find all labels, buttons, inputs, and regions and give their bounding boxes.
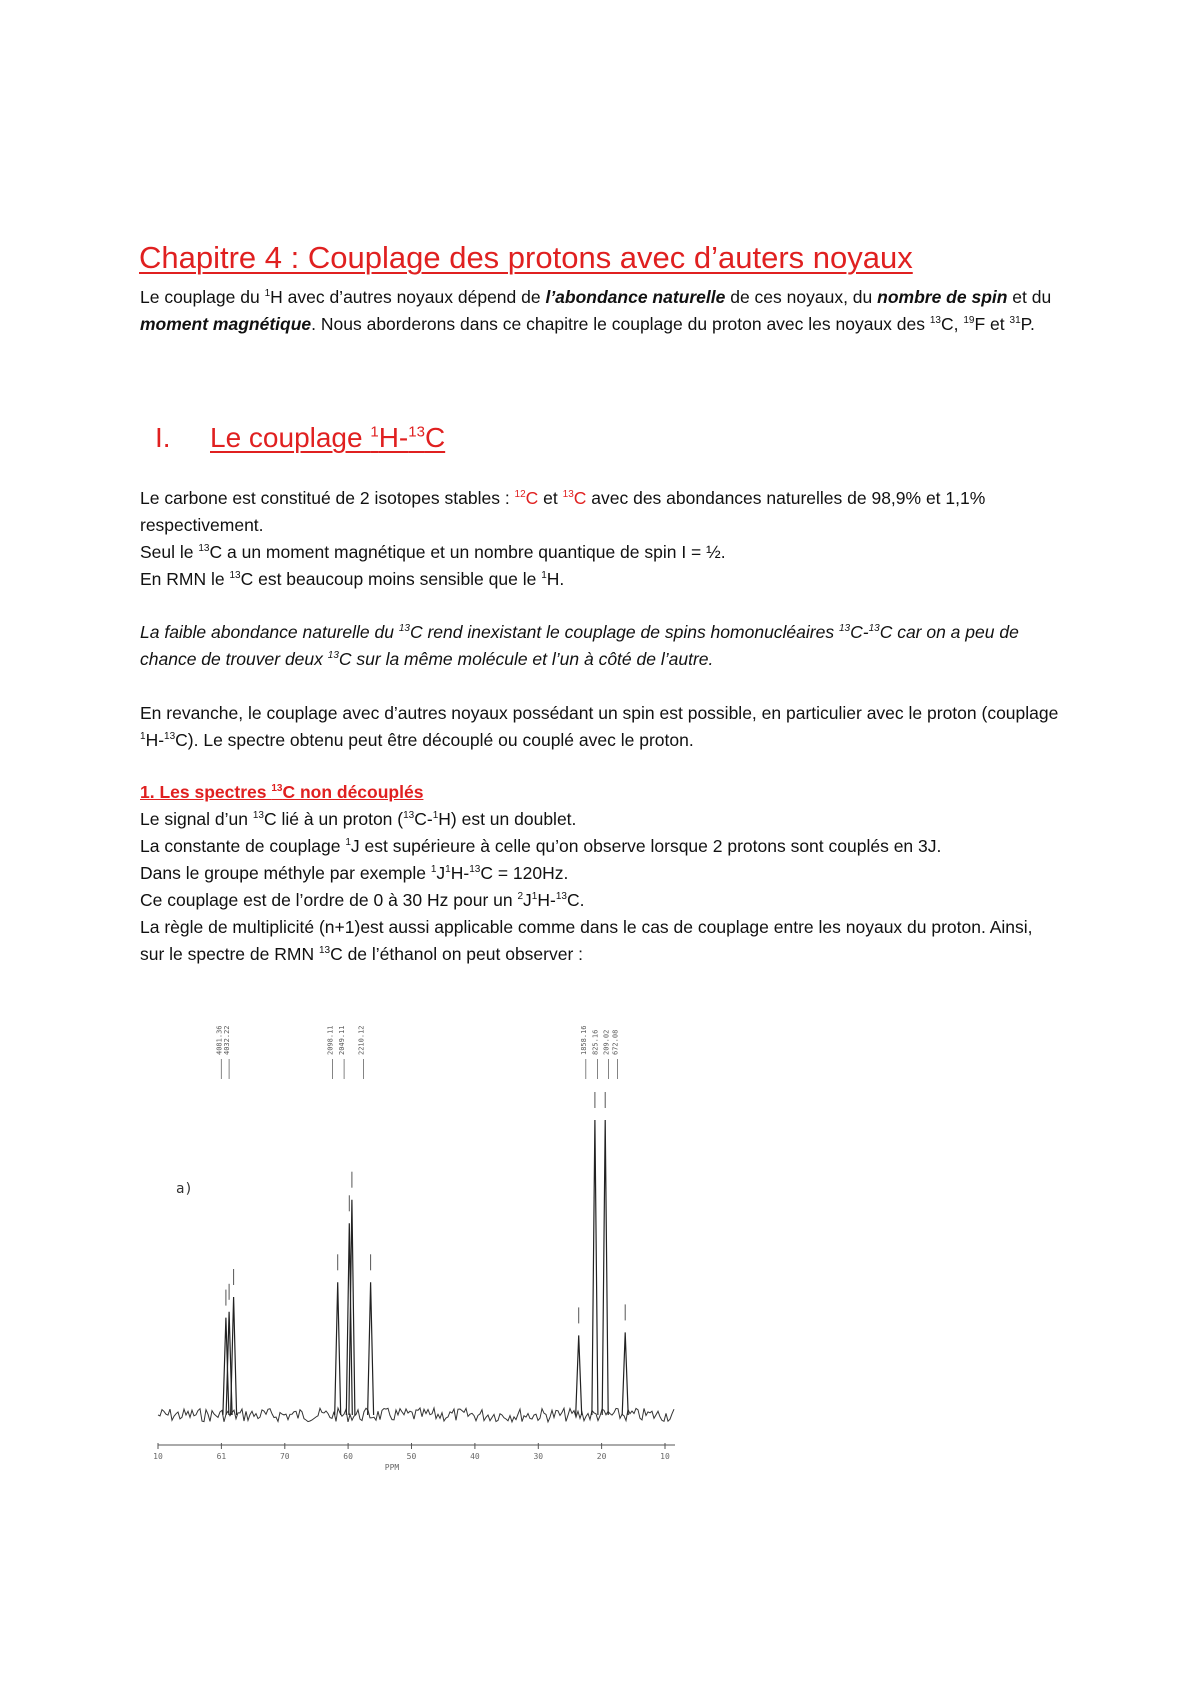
x-tick-label: 50 bbox=[406, 1452, 417, 1461]
isotopes-paragraph: Le carbone est constitué de 2 isotopes stables : $^{12}$C et $^{13}$C avec des abondances naturelles de 98,9% et 1,1% respectivement. bbox=[140, 488, 986, 535]
x-tick-label: 10 bbox=[153, 1452, 163, 1461]
coupling-paragraph: En revanche, le couplage avec d’autres noyaux possédant un spin est possible, en particulier avec le proton (couplage $^1$H-$^{13}$C). Le spectre obtenu peut être découplé ou couplé avec le proton. bbox=[140, 703, 1059, 750]
x-tick-label: 70 bbox=[279, 1452, 290, 1461]
peak-frequency-label: 209.02 bbox=[602, 1029, 611, 1055]
spectrum-peak bbox=[602, 1120, 608, 1415]
spectrum-peak bbox=[231, 1297, 237, 1415]
coupling-constant-line: La constante de couplage $^1$J est supérieure à celle qu’on observe lorsque 2 protons sont couplés en 3J. bbox=[140, 836, 942, 856]
spectrum-baseline bbox=[158, 1408, 674, 1422]
doublet-line: Le signal d’un $^{13}$C lié à un proton ($^{13}$C-$^1$H) est un doublet. bbox=[140, 809, 577, 829]
multiplicity-paragraph: La règle de multiplicité (n+1)est aussi applicable comme dans le cas de couplage entre les noyaux du proton. Ainsi, sur le spectre de RMN $^{13}$C de l’éthanol on peut observer : bbox=[140, 917, 1033, 964]
panel-label: a) bbox=[176, 1181, 193, 1197]
x-tick-label: 40 bbox=[470, 1452, 480, 1461]
chapter-title: Chapitre 4 : Couplage des protons avec d’auters noyaux bbox=[139, 240, 913, 275]
peak-frequency-label: 825.16 bbox=[591, 1029, 600, 1055]
spectrum-peak bbox=[622, 1332, 628, 1415]
x-tick-label: 60 bbox=[343, 1452, 353, 1461]
spectrum-peak bbox=[576, 1335, 582, 1415]
range-line: Ce couplage est de l’ordre de 0 à 30 Hz pour un $^2J^1H-^{13}C$. bbox=[140, 890, 585, 910]
x-tick-label: 20 bbox=[596, 1452, 607, 1461]
peak-frequency-label: 2210.12 bbox=[357, 1025, 366, 1055]
spectrum-peak bbox=[335, 1282, 341, 1415]
x-tick-label: 61 bbox=[216, 1452, 227, 1461]
subsection-heading-1: 1. Les spectres $^{13}$C non découplés bbox=[140, 782, 424, 802]
nmr-spectrum-chart bbox=[140, 985, 680, 1475]
x-axis-label: PPM bbox=[384, 1463, 400, 1472]
spectrum-peak bbox=[592, 1120, 598, 1415]
spin-paragraph: Seul le $^{13}$C a un moment magnétique et un nombre quantique de spin I = ½. bbox=[140, 542, 726, 562]
peak-frequency-label: 2098.11 bbox=[326, 1025, 335, 1055]
peak-frequency-label: 2049.11 bbox=[338, 1025, 347, 1055]
peak-frequency-label: 4081.36 bbox=[215, 1025, 224, 1055]
x-tick-label: 30 bbox=[533, 1452, 544, 1461]
peak-frequency-label: 672.08 bbox=[611, 1029, 620, 1055]
peak-frequency-label: 4032.22 bbox=[223, 1025, 232, 1055]
x-tick-label: 10 bbox=[660, 1452, 670, 1461]
section-heading-1: I. Le couplage $^1$H-$^{13}$C bbox=[155, 422, 446, 453]
sensitivity-paragraph: En RMN le $^{13}$C est beaucoup moins sensible que le $^1$H. bbox=[140, 569, 565, 589]
methyl-example-line: Dans le groupe méthyle par exemple $^1J^1H-^{13}C = 120Hz$. bbox=[140, 863, 569, 883]
spectrum-peak bbox=[368, 1282, 374, 1415]
peak-frequency-label: 1858.16 bbox=[579, 1025, 588, 1055]
intro-paragraph: Le couplage du $^1$H avec d’autres noyaux dépend de l’abondance naturelle de ces noyaux, du nombre de spin et du moment magnétique. Nous aborderons dans ce chapitre le couplage du proton avec les noyaux des $^{13}$C, $^{19}$F et $^{31}$P. bbox=[140, 287, 1052, 334]
abundance-italic-paragraph: La faible abondance naturelle du $^{13}$C rend inexistant le couplage de spins homonucléaires $^{13}$C-$^{13}$C car on a peu de chance de trouver deux $^{13}$C sur la même molécule et l’un à côté de l’autre. bbox=[140, 622, 1019, 669]
